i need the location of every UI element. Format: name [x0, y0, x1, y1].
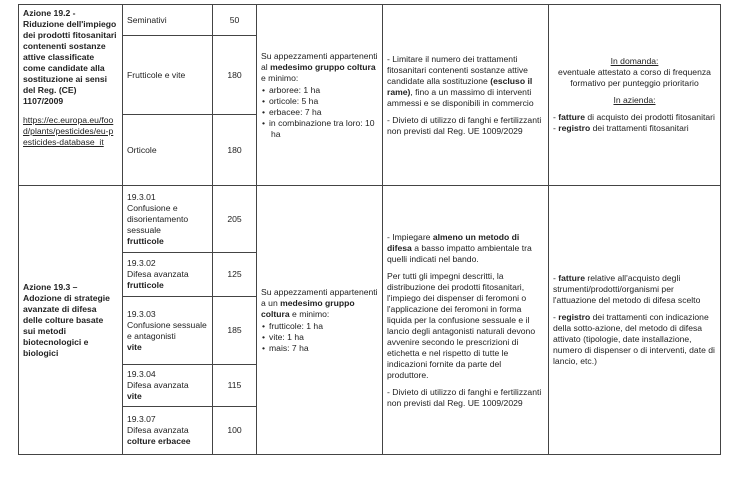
subaction-cell: 19.3.03 Confusione sessuale e antagonisti vite: [123, 297, 213, 365]
list-item: • vite: 1 ha: [271, 332, 378, 343]
list-item: • mais: 7 ha: [271, 343, 378, 354]
commitments-cell: - Impiegare almeno un metodo di difesa a basso impatto ambientale tra quelli indicati nel bando. Per tutti gli impegni descritti, la distribuzione dei prodotti fitosanitari, l'impiego dei dispenser di feromoni o l'applicazione dei feromoni in forma liquida per la confusione sessuale e il lancio degli antagonisti naturali devono avvenire secondo le prescrizioni di etichetta e nel rispetto di tutte le indicazioni fornite da parte del produttore. - Divieto di utilizzo di fanghi e fertilizzanti non previsti dal Reg. UE 1009/2029: [383, 186, 549, 455]
amount-cell: 185: [213, 297, 257, 365]
surface-cell: Su appezzamenti appartenenti al medesimo gruppo coltura e minimo: • arboree: 1 ha • orticole: 5 ha • erbacee: 7 ha • in combinazione tra loro: 10 ha: [257, 5, 383, 186]
surface-cell: Su appezzamenti appartenenti a un medesimo gruppo coltura e minimo: • frutticole: 1 ha • vite: 1 ha • mais: 7 ha: [257, 186, 383, 455]
list-item: • in combinazione tra loro: 10 ha: [271, 118, 378, 140]
list-item: • arboree: 1 ha: [271, 85, 378, 96]
amount-cell: 205: [213, 186, 257, 253]
action-title: Azione 19.2 - Riduzione dell'impiego dei prodotti fitosanitari contenenti sostanze attive classificate come candidate alla sostituzione ai sensi del Reg. (CE) 1107/2009: [23, 8, 117, 106]
list-item: • frutticole: 1 ha: [271, 321, 378, 332]
action-19-2-cell: [19, 5, 123, 186]
pesticides-database-link[interactable]: https://ec.europa.eu/food/plants/pesticides/eu-pesticides-database_it: [23, 115, 114, 147]
subaction-cell: 19.3.04 Difesa avanzata vite: [123, 365, 213, 407]
verification-cell: In domanda: eventuale attestato a corso di frequenza formativo per punteggio prioritario In azienda: - fatture di acquisto dei prodotti fitosanitari - registro dei trattamenti fitosanitari: [549, 5, 721, 186]
table-row: [19, 5, 721, 36]
surface-list: [261, 85, 378, 140]
subaction-cell: 19.3.02 Difesa avanzata frutticole: [123, 253, 213, 297]
crop-cell: Seminativi: [123, 5, 213, 36]
amount-cell: 100: [213, 407, 257, 455]
measures-table: [18, 4, 721, 455]
amount-cell: 180: [213, 115, 257, 186]
list-item: • erbacee: 7 ha: [271, 107, 378, 118]
surface-list: [261, 321, 378, 354]
subaction-cell: 19.3.07 Difesa avanzata colture erbacee: [123, 407, 213, 455]
list-item: • orticole: 5 ha: [271, 96, 378, 107]
table-row: [19, 186, 721, 253]
amount-cell: 50: [213, 5, 257, 36]
amount-cell: 125: [213, 253, 257, 297]
crop-cell: Orticole: [123, 115, 213, 186]
subaction-cell: 19.3.01 Confusione e disorientamento sessuale frutticole: [123, 186, 213, 253]
amount-cell: 180: [213, 36, 257, 115]
commitments-cell: - Limitare il numero dei trattamenti fitosanitari contenenti sostanze attive candidate alla sostituzione (escluso il rame), fino a un massimo di interventi ammessi e se disponibili in commercio - Divieto di utilizzo di fanghi e fertilizzanti non previsti dal Reg. UE 1009/2029: [383, 5, 549, 186]
amount-cell: 115: [213, 365, 257, 407]
verification-cell: - fatture relative all'acquisto degli strumenti/prodotti/organismi per l'attuazione del metodo di difesa scelto - registro dei trattamenti con indicazione della sotto-azione, del metodo di difesa attivato (tipologie, date installazione, numero di dispenser o di interventi, date di lancio, etc.): [549, 186, 721, 455]
action-19-3-cell: Azione 19.3 – Adozione di strategie avanzate di difesa delle colture basate sui metodi biotecnologici e biologici: [19, 186, 123, 455]
crop-cell: Frutticole e vite: [123, 36, 213, 115]
